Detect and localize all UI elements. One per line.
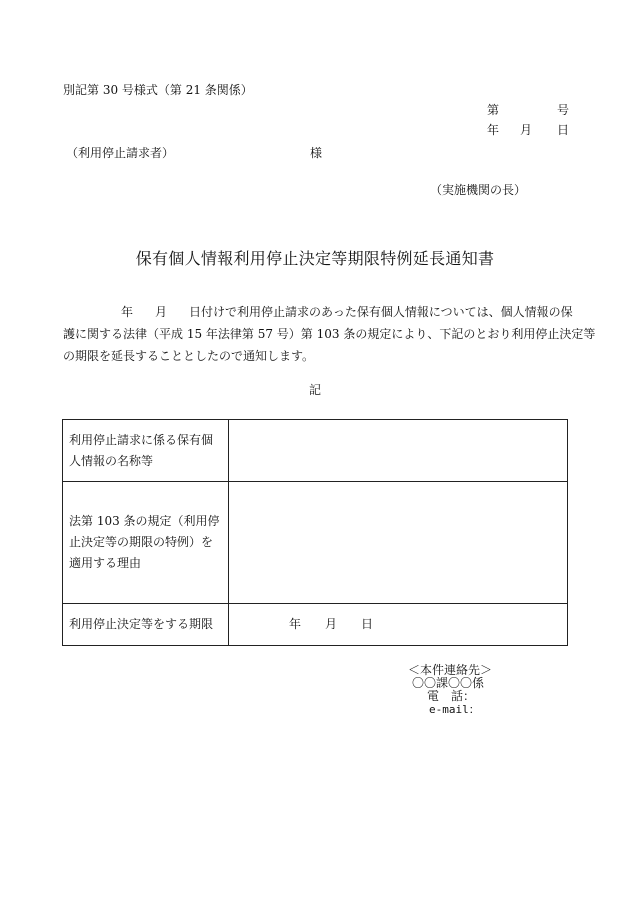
details-table [62,419,568,646]
recipient-name: （利用停止請求者） [66,146,175,160]
contact-block [408,664,492,716]
table-row-label: 法第 103 条の規定（利用停止決定等の期限の特例）を適用する理由 [63,482,229,604]
contact-section: 〇〇課〇〇係 [412,676,485,690]
recipient-honorific: 様 [310,146,323,160]
issue-date-year: 年 [487,123,500,137]
deadline-year: 年 [289,617,302,631]
body-line-2: 護に関する法律（平成 15 年法律第 57 号）第 103 条の規定により、下記のとおり利用停止決定等 [63,327,596,341]
body-line-1-text: 日付けで利用停止請求のあった保有個人情報については、個人情報の保 [189,305,573,319]
ki-heading: 記 [308,383,321,397]
document-number-suffix: 号 [557,103,570,117]
issue-date-month: 月 [520,123,533,137]
body-year: 年 [121,305,134,319]
document-title: 保有個人情報利用停止決定等期限特例延長通知書 [135,249,495,268]
contact-phone: 電 話： [427,689,476,703]
table-row-value [229,482,568,604]
deadline-month: 月 [325,617,338,631]
issue-date-day: 日 [557,123,570,137]
deadline-value [229,604,568,646]
body-line-3: の期限を延長することとしたので通知します。 [63,349,315,363]
table-row [63,482,568,604]
body-paragraph [63,301,596,367]
table-row [63,604,568,646]
deadline-day: 日 [361,617,374,631]
form-number: 別記第 30 号様式（第 21 条関係） [63,83,253,97]
contact-email: e-mail： [429,703,480,716]
body-line-1 [63,301,573,323]
table-row-label: 利用停止請求に係る保有個人情報の名称等 [63,420,229,482]
table-row-label: 利用停止決定等をする期限 [63,604,229,646]
body-month: 月 [155,305,168,319]
document-number-label: 第 [487,103,500,117]
issuer-name: （実施機関の長） [430,183,527,197]
table-row [63,420,568,482]
table-row-value [229,420,568,482]
contact-heading: ＜本件連絡先＞ [408,663,493,677]
